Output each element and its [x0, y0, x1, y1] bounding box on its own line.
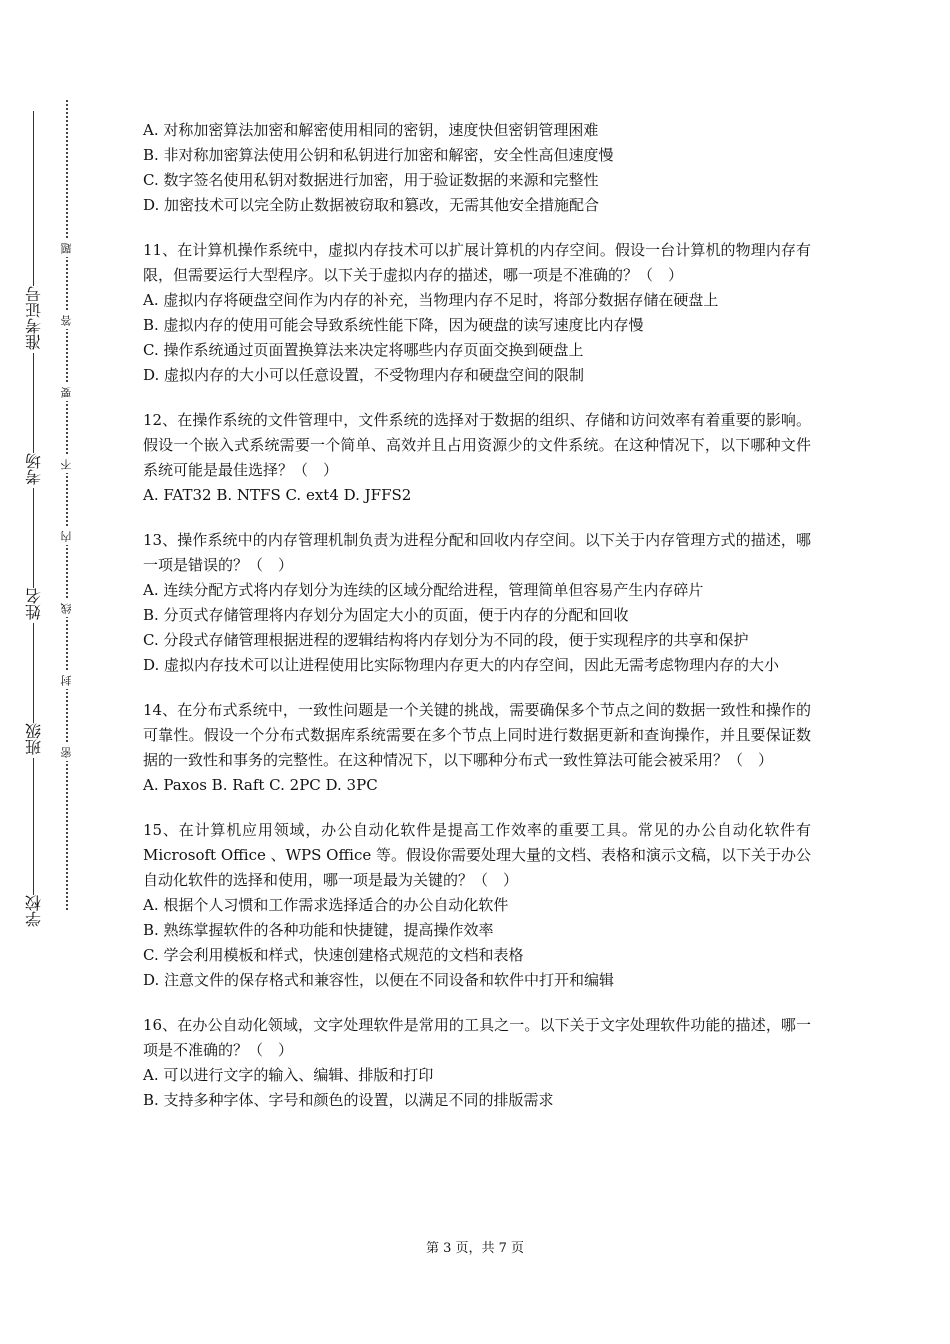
question-stem: 14、在分布式系统中，一致性问题是一个关键的挑战，需要确保多个节点之间的数据一致性和操作的可靠性。假设一个分布式数据库系统需要在多个节点上同时进行数据更新和查询操作，并且要保证数据的一致性和事务的完整性。在这种情况下，以下哪种分布式一致性算法可能会被采用？（ ）	[143, 701, 811, 769]
seal-char: 线	[60, 600, 74, 617]
option-d: D. 注意文件的保存格式和兼容性，以便在不同设备和软件中打开和编辑	[143, 971, 615, 989]
options-inline: A. Paxos B. Raft C. 2PC D. 3PC	[143, 776, 378, 794]
field-label: 准考证号	[24, 286, 44, 350]
seal-char: 封	[60, 672, 74, 689]
option-a: A. 连续分配方式将内存划分为连续的区域分配给进程，管理简单但容易产生内存碎片	[143, 581, 704, 599]
field-exam-number	[22, 85, 46, 350]
option-b: B. 虚拟内存的使用可能会导致系统性能下降，因为硬盘的读写速度比内存慢	[143, 316, 644, 334]
options-inline: A. FAT32 B. NTFS C. ext4 D. JFFS2	[143, 486, 412, 504]
question-stem: 13、操作系统中的内存管理机制负责为进程分配和回收内存空间。以下关于内存管理方式的描述，哪一项是错误的？（ ）	[143, 531, 811, 574]
seal-dotted-line	[66, 100, 68, 910]
option-a: A. 虚拟内存将硬盘空间作为内存的补充，当物理内存不足时，将部分数据存储在硬盘上	[143, 291, 719, 309]
question-stem: 15、在计算机应用领域，办公自动化软件是提高工作效率的重要工具。常见的办公自动化软件有 Microsoft Office 、WPS Office 等。假设你需要处理大量的文档、表格和演示文稿，以下关于办公自动化软件的选择和使用，哪一项是最为关键的？（ ）	[143, 821, 811, 889]
field-exam-room	[22, 350, 46, 485]
question-13	[143, 528, 811, 678]
field-label: 考场	[24, 453, 44, 485]
seal-char: 密	[60, 744, 74, 761]
field-class	[22, 620, 46, 755]
field-blank-line	[34, 111, 35, 286]
page-number: 第 3 页，共 7 页	[425, 1241, 525, 1256]
field-blank-line	[34, 758, 35, 895]
seal-char: 内	[60, 528, 74, 545]
option-c: C. 操作系统通过页面置换算法来决定将哪些内存页面交换到硬盘上	[143, 341, 584, 359]
seal-char: 要	[60, 384, 74, 401]
seal-char: 答	[60, 312, 74, 329]
question-12	[143, 408, 811, 508]
field-label: 姓名	[24, 588, 44, 620]
field-blank-line	[34, 353, 35, 453]
field-label: 学校	[24, 895, 44, 927]
question-list	[143, 118, 811, 1133]
option-b: B. 非对称加密算法使用公钥和私钥进行加密和解密，安全性高但速度慢	[143, 146, 614, 164]
option-c: C. 学会利用模板和样式，快速创建格式规范的文档和表格	[143, 946, 524, 964]
question-15	[143, 818, 811, 993]
question-stem: 11、在计算机操作系统中，虚拟内存技术可以扩展计算机的内存空间。假设一台计算机的物理内存有限，但需要运行大型程序。以下关于虚拟内存的描述，哪一项是不准确的？（ ）	[143, 241, 811, 284]
option-d: D. 加密技术可以完全防止数据被窃取和篡改，无需其他安全措施配合	[143, 196, 600, 214]
option-c: C. 分段式存储管理根据进程的逻辑结构将内存划分为不同的段，便于实现程序的共享和保护	[143, 631, 749, 649]
option-a: A. 可以进行文字的输入、编辑、排版和打印	[143, 1066, 434, 1084]
option-d: D. 虚拟内存技术可以让进程使用比实际物理内存更大的内存空间，因此无需考虑物理内存的大小	[143, 656, 780, 674]
field-label: 班级	[24, 723, 44, 755]
seal-char: 不	[60, 456, 74, 473]
field-blank-line	[34, 623, 35, 723]
field-blank-line	[34, 488, 35, 588]
field-school	[22, 755, 46, 927]
option-a: A. 对称加密算法加密和解密使用相同的密钥，速度快但密钥管理困难	[143, 121, 599, 139]
question-14	[143, 698, 811, 798]
field-name	[22, 485, 46, 620]
option-b: B. 熟练掌握软件的各种功能和快捷键，提高操作效率	[143, 921, 494, 939]
question-stem: 12、在操作系统的文件管理中，文件系统的选择对于数据的组织、存储和访问效率有着重要的影响。假设一个嵌入式系统需要一个简单、高效并且占用资源少的文件系统。在这种情况下，以下哪种文件系统可能是最佳选择？（ ）	[143, 411, 811, 479]
option-d: D. 虚拟内存的大小可以任意设置，不受物理内存和硬盘空间的限制	[143, 366, 585, 384]
question-11	[143, 238, 811, 388]
option-b: B. 支持多种字体、字号和颜色的设置，以满足不同的排版需求	[143, 1091, 554, 1109]
seal-char: 题	[60, 240, 74, 257]
question-stem: 16、在办公自动化领域，文字处理软件是常用的工具之一。以下关于文字处理软件功能的描述，哪一项是不准确的？（ ）	[143, 1016, 811, 1059]
question-16	[143, 1013, 811, 1113]
question-10-continued	[143, 118, 811, 218]
option-c: C. 数字签名使用私钥对数据进行加密，用于验证数据的来源和完整性	[143, 171, 599, 189]
option-b: B. 分页式存储管理将内存划分为固定大小的页面，便于内存的分配和回收	[143, 606, 629, 624]
option-a: A. 根据个人习惯和工作需求选择适合的办公自动化软件	[143, 896, 509, 914]
